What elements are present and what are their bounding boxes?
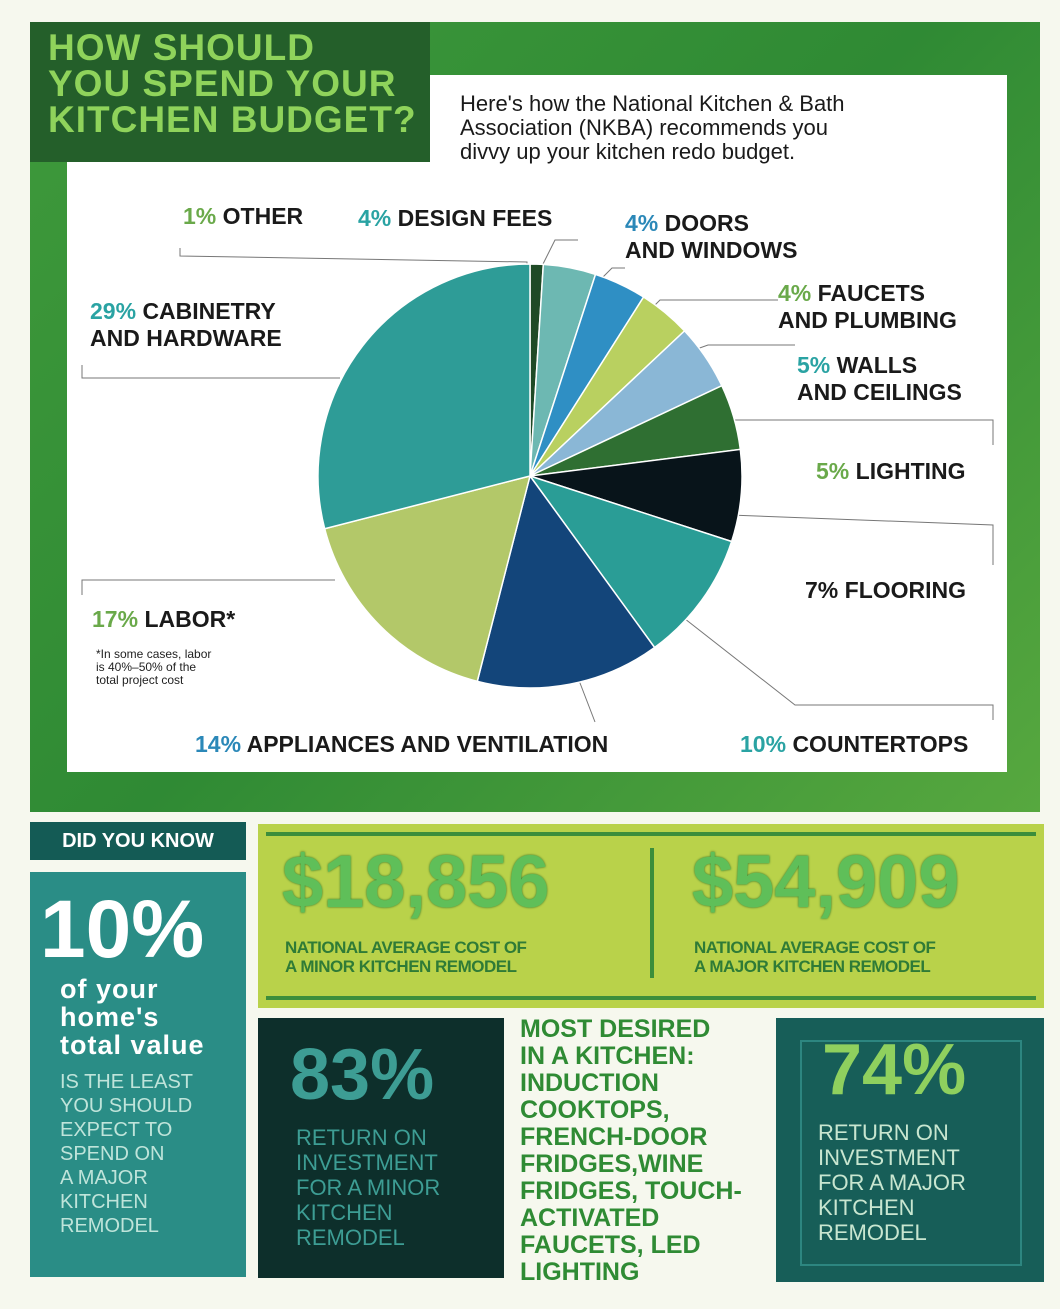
desired-line: FRENCH-DOOR (520, 1123, 708, 1151)
name-other: OTHER (222, 203, 304, 229)
name-appliances: APPLIANCES AND VENTILATION (246, 731, 609, 757)
desired-line: FRIDGES,WINE (520, 1150, 704, 1178)
cost-divider (650, 848, 654, 978)
desired-line: COOKTOPS, (520, 1096, 670, 1124)
subtitle-line: home's (60, 1002, 160, 1032)
pct-doors: 4% (625, 210, 659, 236)
pct-other: 1% (183, 203, 217, 229)
desired-line: FRIDGES, TOUCH- (520, 1177, 742, 1205)
cost-label-line: A MINOR KITCHEN REMODEL (285, 957, 517, 976)
title-line: YOU SPEND YOUR (48, 63, 397, 104)
subtitle-line: of your (60, 974, 159, 1004)
leader-line-flooring (730, 515, 993, 565)
name-countertops: COUNTERTOPS (792, 731, 969, 757)
subtitle-line: total value (60, 1030, 205, 1060)
major-cost-label (694, 938, 935, 976)
label-labor (92, 606, 235, 633)
label-design-fees (358, 205, 552, 232)
title-line: HOW SHOULD (48, 27, 315, 68)
label-walls-ceilings (797, 352, 962, 406)
desired-line: INDUCTION (520, 1069, 659, 1097)
desc-line: KITCHEN (818, 1195, 915, 1220)
name-design-fees: DESIGN FEES (397, 205, 553, 231)
label-other (183, 203, 303, 230)
roi-minor-description (296, 1125, 496, 1250)
desc-line: INVESTMENT (818, 1145, 960, 1170)
pct-labor: 17% (92, 606, 139, 632)
desc-line: EXPECT TO (60, 1119, 173, 1141)
pct-walls: 5% (797, 352, 831, 378)
desc-line: RETURN ON (818, 1120, 949, 1145)
desc-line: IS THE LEAST (60, 1071, 194, 1093)
pct-lighting: 5% (816, 458, 850, 484)
pct-design-fees: 4% (358, 205, 392, 231)
desired-line: FAUCETS, LED (520, 1231, 701, 1259)
desired-line: IN A KITCHEN: (520, 1042, 695, 1070)
desc-line: REMODEL (296, 1225, 405, 1250)
name-faucets-2: AND PLUMBING (778, 307, 957, 333)
desc-line: FOR A MINOR (296, 1175, 441, 1200)
leader-line-cabinetry (82, 365, 340, 378)
label-countertops (740, 731, 968, 758)
did-you-know-tag: DID YOU KNOW (30, 822, 246, 860)
desc-line: REMODEL (60, 1215, 159, 1237)
intro-line: divvy up your kitchen redo budget. (460, 139, 796, 164)
labor-footnote (96, 648, 211, 687)
roi-major-description (818, 1120, 1018, 1245)
label-doors-windows (625, 210, 797, 264)
pct-cabinetry: 29% (90, 298, 137, 324)
name-cabinetry-2: AND HARDWARE (90, 325, 282, 351)
title-line: KITCHEN BUDGET? (48, 99, 417, 140)
pct-flooring: 7% (805, 577, 839, 603)
cost-label-line: NATIONAL AVERAGE COST OF (694, 938, 936, 957)
name-walls-1: WALLS (836, 352, 918, 378)
major-cost-value: $54,909 (692, 840, 960, 923)
roi-minor-value: 83% (290, 1035, 435, 1115)
footnote-line: is 40%–50% of the (96, 660, 197, 674)
name-cabinetry-1: CABINETRY (142, 298, 276, 324)
leader-line-countertops (680, 615, 993, 720)
desc-line: YOU SHOULD (60, 1095, 193, 1117)
intro-line: Association (NKBA) recommends you (460, 115, 829, 140)
ten-percent-value: 10% (40, 884, 205, 975)
intro-line: Here's how the National Kitchen & Bath (460, 91, 845, 116)
pct-countertops: 10% (740, 731, 787, 757)
name-walls-2: AND CEILINGS (797, 379, 962, 405)
ten-percent-description (60, 1070, 240, 1238)
cost-label-line: NATIONAL AVERAGE COST OF (285, 938, 527, 957)
label-cabinetry (90, 298, 282, 352)
ten-percent-subtitle (60, 975, 240, 1059)
desired-line: LIGHTING (520, 1258, 640, 1286)
minor-cost-value: $18,856 (282, 840, 550, 923)
roi-major-value: 74% (822, 1030, 967, 1110)
leader-line-labor (82, 580, 335, 595)
desc-line: RETURN ON (296, 1125, 427, 1150)
desc-line: KITCHEN (60, 1191, 148, 1213)
label-flooring (805, 577, 966, 604)
cost-label-line: A MAJOR KITCHEN REMODEL (694, 957, 931, 976)
pie-slices (318, 264, 742, 688)
desc-line: KITCHEN (296, 1200, 393, 1225)
pct-faucets: 4% (778, 280, 812, 306)
name-labor: LABOR* (144, 606, 236, 632)
footnote-line: total project cost (96, 673, 184, 687)
label-lighting (816, 458, 966, 485)
name-doors-2: AND WINDOWS (625, 237, 798, 263)
desc-line: FOR A MAJOR (818, 1170, 966, 1195)
desc-line: A MAJOR (60, 1167, 148, 1189)
leader-line-lighting (710, 420, 993, 445)
desired-line: MOST DESIRED (520, 1015, 711, 1043)
label-faucets-plumbing (778, 280, 957, 334)
desc-line: INVESTMENT (296, 1150, 438, 1175)
name-lighting: LIGHTING (855, 458, 966, 484)
desc-line: SPEND ON (60, 1143, 165, 1165)
name-flooring: FLOORING (844, 577, 967, 603)
desired-line: ACTIVATED (520, 1204, 660, 1232)
desc-line: REMODEL (818, 1220, 927, 1245)
pct-appliances: 14% (195, 731, 242, 757)
minor-cost-label (285, 938, 526, 976)
most-desired-list (520, 1016, 770, 1286)
footnote-line: *In some cases, labor (96, 647, 212, 661)
name-doors-1: DOORS (664, 210, 749, 236)
label-appliances (195, 731, 608, 758)
name-faucets-1: FAUCETS (817, 280, 925, 306)
